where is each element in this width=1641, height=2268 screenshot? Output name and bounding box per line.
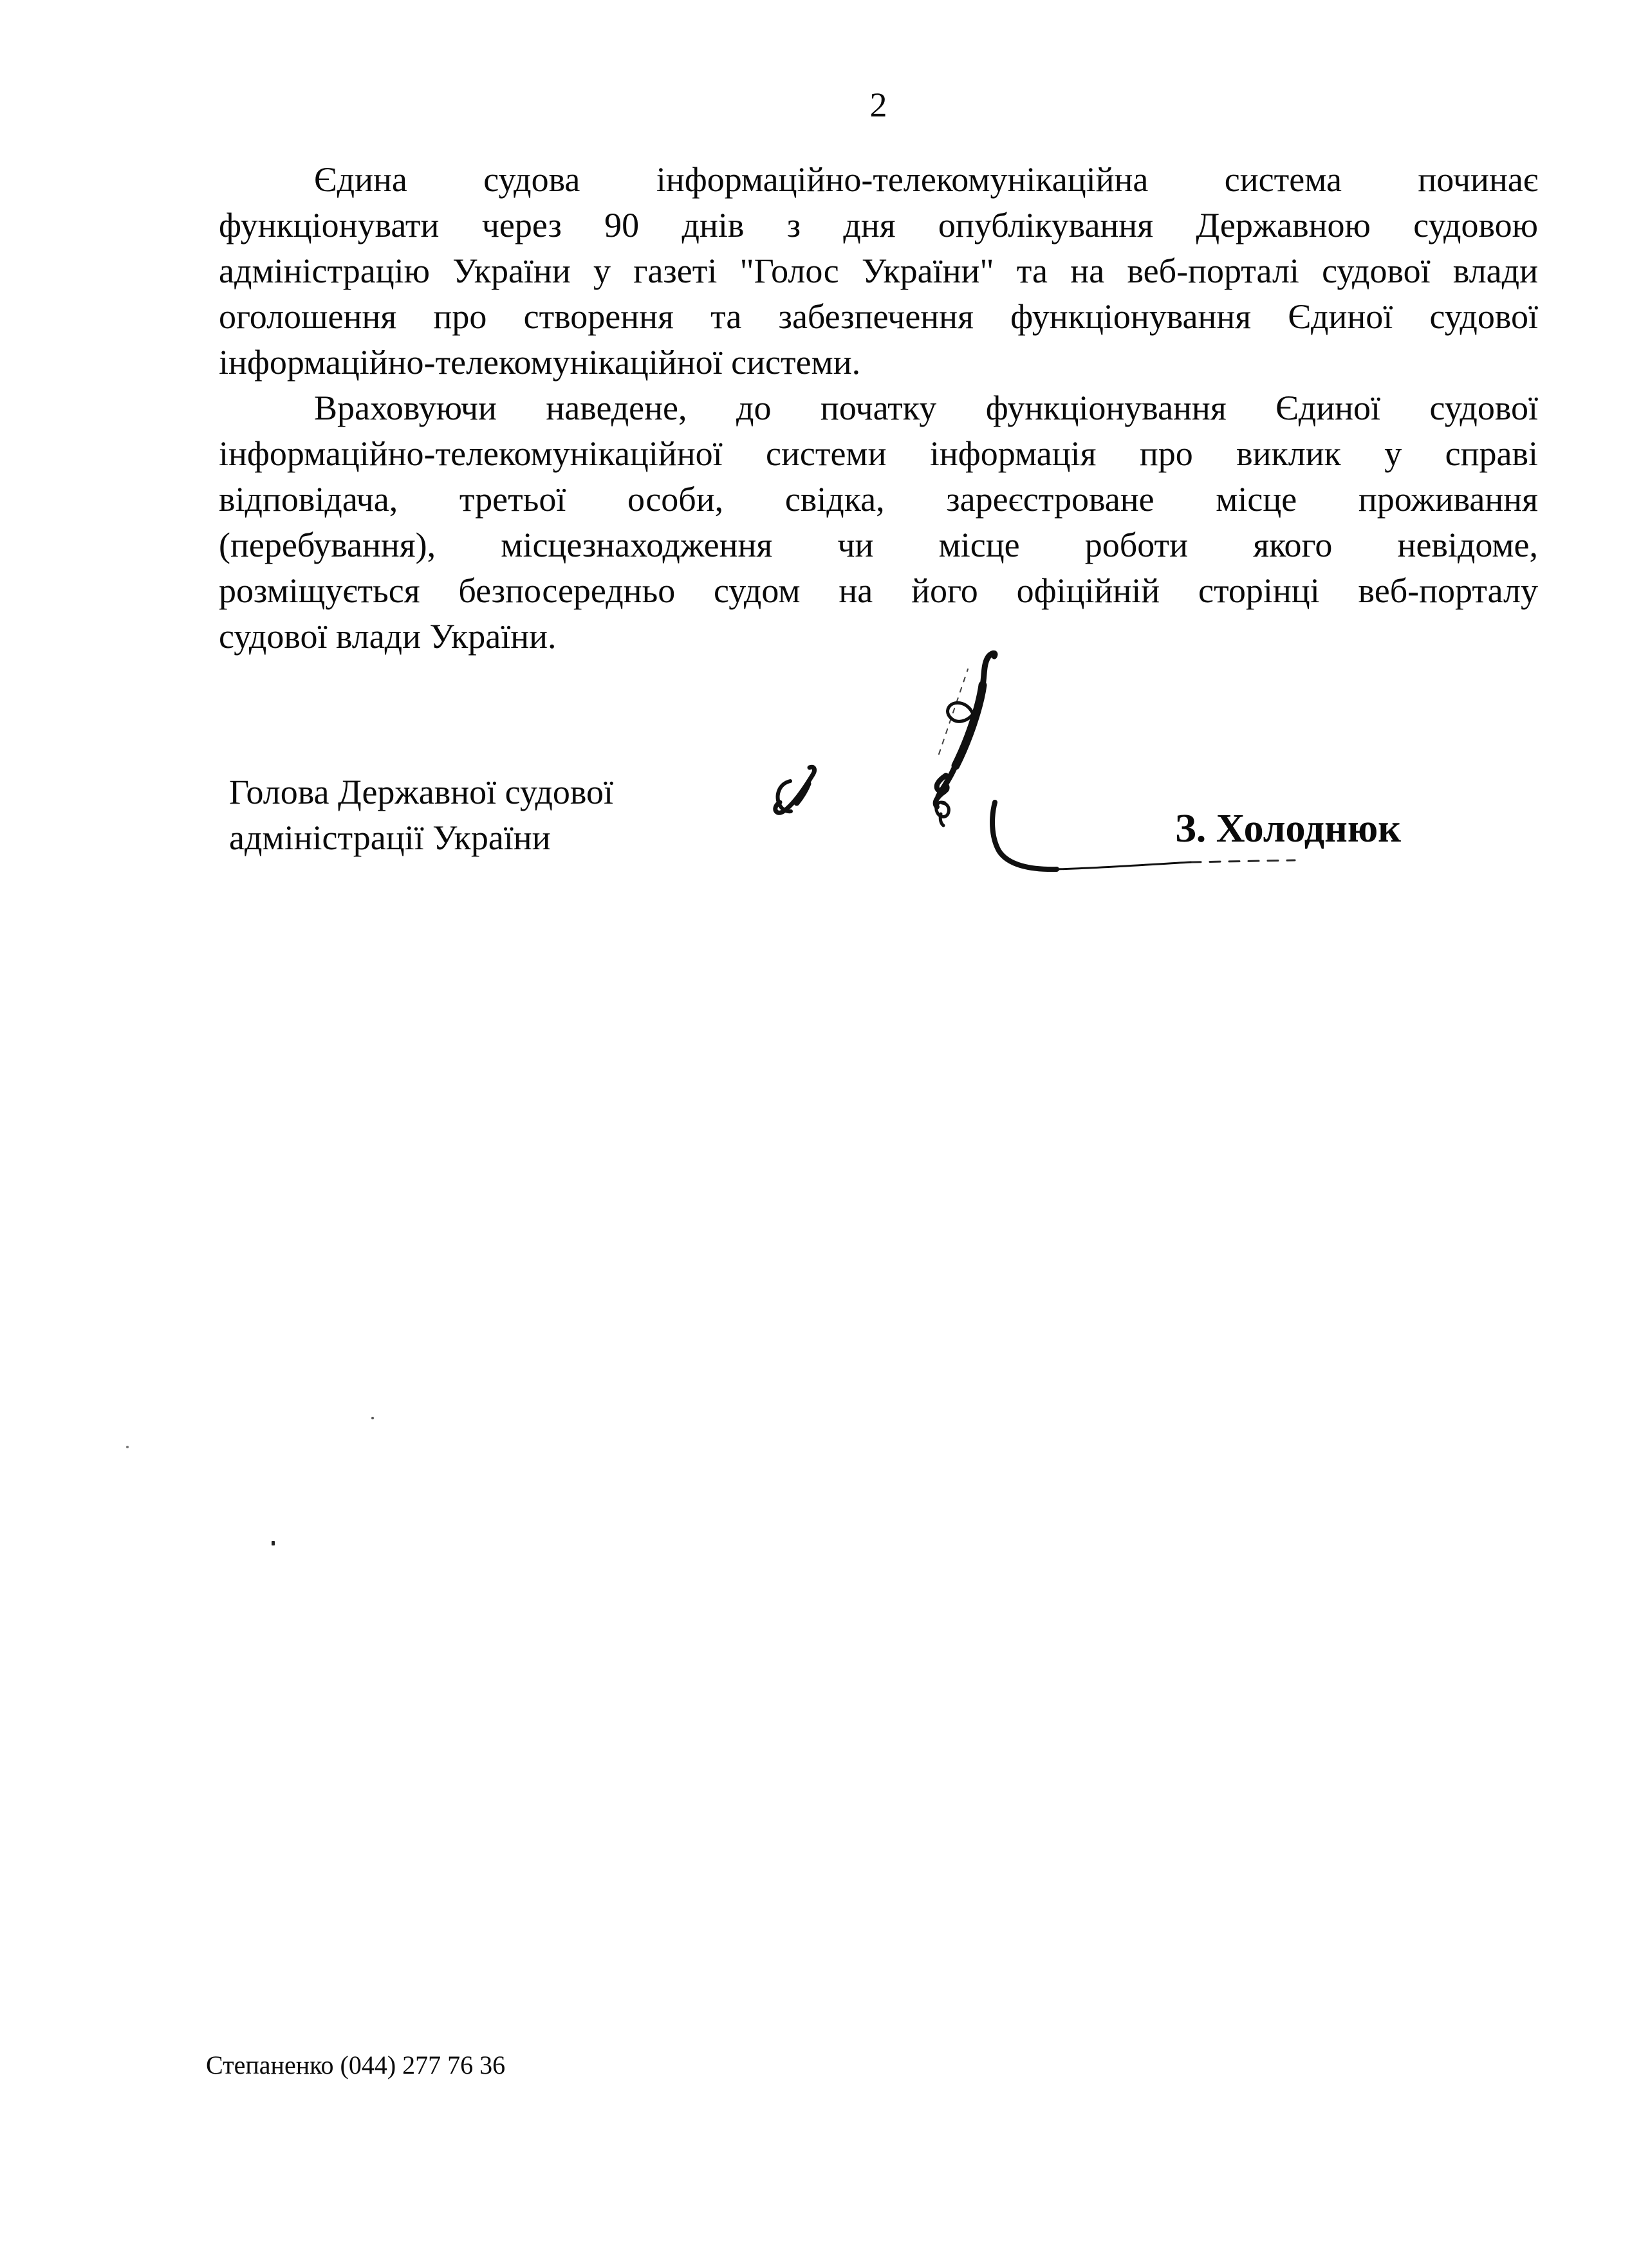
text-line: відповідача, третьої особи, свідка, зареєстроване місце проживання	[219, 480, 1538, 519]
text-line: Враховуючи наведене, до початку функціонування Єдиної судової	[314, 389, 1538, 427]
footer-contact: Степаненко (044) 277 76 36	[206, 2051, 506, 2079]
paragraph-1	[219, 157, 1538, 385]
signature-title-line1: Голова Державної судової	[229, 773, 614, 811]
text-line: функціонувати через 90 днів з дня опублікування Державною судовою	[219, 206, 1538, 244]
scan-speck	[371, 1417, 374, 1419]
signature-name: З. Холоднюк	[1175, 807, 1401, 851]
text-line: (перебування), місцезнаходження чи місце роботи якого невідоме,	[219, 526, 1538, 564]
text-line: інформаційно-телекомунікаційної системи.	[219, 343, 861, 382]
signature-title-line2: адміністрації України	[229, 818, 551, 857]
paragraph-2	[219, 385, 1538, 659]
text-line: Єдина судова інформаційно-телекомунікаційна система починає	[314, 160, 1538, 199]
text-line: розміщується безпосередньо судом на його офіційній сторінці веб-порталу	[219, 571, 1538, 610]
scan-speck	[272, 1541, 275, 1545]
text-line: судової влади України.	[219, 617, 557, 656]
scan-speck	[126, 1446, 129, 1448]
body-text	[219, 157, 1538, 659]
page-number: 2	[869, 86, 887, 124]
handwritten-signature	[740, 637, 1319, 901]
signature-main-stroke	[936, 653, 995, 825]
text-line: адміністрацію України у газеті "Голос України" та на веб-порталі судової влади	[219, 252, 1538, 290]
text-line: інформаційно-телекомунікаційної системи інформація про виклик у справі	[219, 434, 1538, 473]
signature-initial	[775, 767, 815, 813]
signature-title	[229, 770, 613, 861]
text-line: оголошення про створення та забезпечення функціонування Єдиної судової	[219, 297, 1538, 336]
